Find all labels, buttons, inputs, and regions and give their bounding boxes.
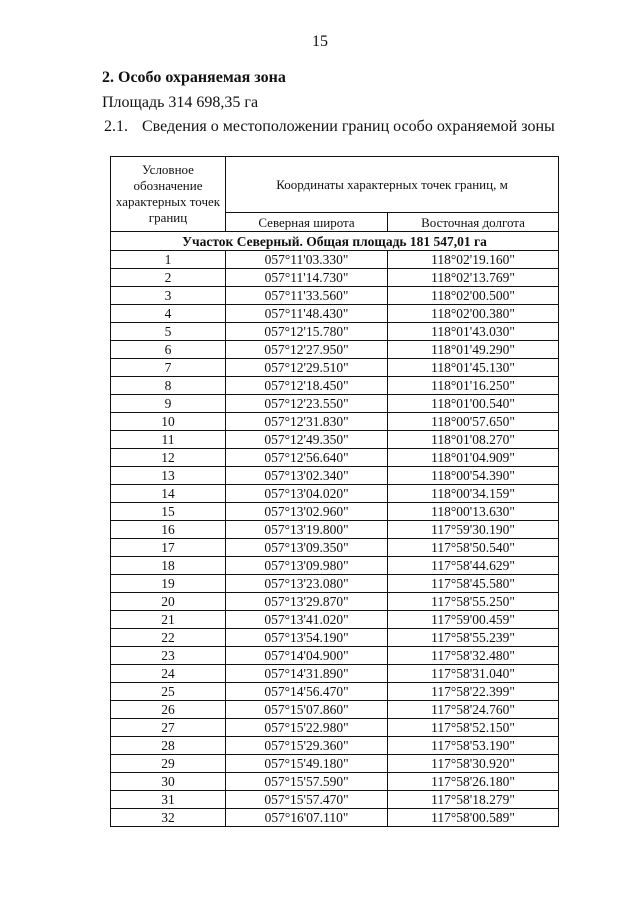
latitude-cell: 057°14'04.900" (226, 647, 388, 665)
table-row (111, 629, 559, 647)
coordinates-table (110, 156, 559, 827)
latitude-cell: 057°13'09.980" (226, 557, 388, 575)
subsection-heading (104, 118, 555, 136)
point-id-cell: 13 (111, 467, 226, 485)
longitude-cell: 118°00'57.650" (388, 413, 559, 431)
longitude-cell: 118°00'13.630" (388, 503, 559, 521)
latitude-cell: 057°12'31.830" (226, 413, 388, 431)
point-id-cell: 8 (111, 377, 226, 395)
table-row (111, 251, 559, 269)
table-row (111, 647, 559, 665)
longitude-cell: 117°58'44.629" (388, 557, 559, 575)
point-id-cell: 10 (111, 413, 226, 431)
point-id-cell: 1 (111, 251, 226, 269)
point-id-cell: 5 (111, 323, 226, 341)
table-row (111, 485, 559, 503)
point-id-cell: 6 (111, 341, 226, 359)
point-id-cell: 7 (111, 359, 226, 377)
point-id-cell: 32 (111, 809, 226, 827)
longitude-cell: 117°58'52.150" (388, 719, 559, 737)
longitude-cell: 118°02'13.769" (388, 269, 559, 287)
longitude-cell: 118°01'43.030" (388, 323, 559, 341)
longitude-cell: 118°00'54.390" (388, 467, 559, 485)
latitude-cell: 057°12'29.510" (226, 359, 388, 377)
longitude-cell: 117°58'18.279" (388, 791, 559, 809)
point-id-cell: 26 (111, 701, 226, 719)
point-id-cell: 18 (111, 557, 226, 575)
latitude-cell: 057°14'56.470" (226, 683, 388, 701)
point-id-cell: 23 (111, 647, 226, 665)
latitude-cell: 057°13'02.340" (226, 467, 388, 485)
latitude-cell: 057°13'29.870" (226, 593, 388, 611)
point-id-cell: 16 (111, 521, 226, 539)
latitude-cell: 057°12'49.350" (226, 431, 388, 449)
latitude-cell: 057°13'41.020" (226, 611, 388, 629)
table-row (111, 431, 559, 449)
table-row (111, 773, 559, 791)
longitude-cell: 117°58'55.239" (388, 629, 559, 647)
subsection-number: 2.1. (104, 118, 128, 135)
point-id-cell: 30 (111, 773, 226, 791)
longitude-cell: 118°01'16.250" (388, 377, 559, 395)
table-row (111, 305, 559, 323)
table-row (111, 449, 559, 467)
latitude-cell: 057°11'33.560" (226, 287, 388, 305)
longitude-cell: 117°58'00.589" (388, 809, 559, 827)
point-id-cell: 21 (111, 611, 226, 629)
subsection-title: Сведения о местоположении границ особо охраняемой зоны (142, 118, 555, 135)
section-title-row: Участок Северный. Общая площадь 181 547,01 га (111, 232, 559, 251)
point-id-cell: 31 (111, 791, 226, 809)
latitude-cell: 057°11'48.430" (226, 305, 388, 323)
table-row (111, 611, 559, 629)
point-id-cell: 4 (111, 305, 226, 323)
longitude-cell: 117°58'24.760" (388, 701, 559, 719)
latitude-cell: 057°13'09.350" (226, 539, 388, 557)
point-id-cell: 19 (111, 575, 226, 593)
table-row (111, 575, 559, 593)
longitude-cell: 118°01'00.540" (388, 395, 559, 413)
longitude-cell: 117°59'00.459" (388, 611, 559, 629)
longitude-cell: 118°02'00.380" (388, 305, 559, 323)
table-row (111, 755, 559, 773)
header-latitude: Северная широта (226, 213, 388, 232)
longitude-cell: 117°58'32.480" (388, 647, 559, 665)
table-row (111, 413, 559, 431)
header-coords-label: Координаты характерных точек границ, м (226, 157, 559, 213)
longitude-cell: 117°58'31.040" (388, 665, 559, 683)
longitude-cell: 118°02'00.500" (388, 287, 559, 305)
table-row (111, 395, 559, 413)
table-row (111, 557, 559, 575)
point-id-cell: 28 (111, 737, 226, 755)
latitude-cell: 057°15'07.860" (226, 701, 388, 719)
point-id-cell: 11 (111, 431, 226, 449)
table-row (111, 521, 559, 539)
table-row (111, 809, 559, 827)
latitude-cell: 057°13'04.020" (226, 485, 388, 503)
table-row (111, 665, 559, 683)
latitude-cell: 057°13'54.190" (226, 629, 388, 647)
longitude-cell: 117°58'30.920" (388, 755, 559, 773)
table-row (111, 341, 559, 359)
latitude-cell: 057°12'18.450" (226, 377, 388, 395)
latitude-cell: 057°13'02.960" (226, 503, 388, 521)
table-row (111, 593, 559, 611)
table-row (111, 377, 559, 395)
point-id-cell: 12 (111, 449, 226, 467)
table-row (111, 269, 559, 287)
latitude-cell: 057°15'29.360" (226, 737, 388, 755)
point-id-cell: 24 (111, 665, 226, 683)
longitude-cell: 118°01'08.270" (388, 431, 559, 449)
table-row (111, 683, 559, 701)
table-row (111, 503, 559, 521)
latitude-cell: 057°12'15.780" (226, 323, 388, 341)
table-row (111, 791, 559, 809)
point-id-cell: 20 (111, 593, 226, 611)
longitude-cell: 117°58'53.190" (388, 737, 559, 755)
longitude-cell: 118°01'45.130" (388, 359, 559, 377)
longitude-cell: 117°58'50.540" (388, 539, 559, 557)
section-heading: 2. Особо охраняемая зона (102, 69, 286, 86)
table-row (111, 287, 559, 305)
point-id-cell: 27 (111, 719, 226, 737)
point-id-cell: 14 (111, 485, 226, 503)
longitude-cell: 118°02'19.160" (388, 251, 559, 269)
header-point-label: Условное обозначение характерных точек границ (111, 157, 226, 232)
header-longitude: Восточная долгота (388, 213, 559, 232)
latitude-cell: 057°15'22.980" (226, 719, 388, 737)
latitude-cell: 057°15'57.590" (226, 773, 388, 791)
longitude-cell: 118°01'04.909" (388, 449, 559, 467)
point-id-cell: 2 (111, 269, 226, 287)
latitude-cell: 057°12'27.950" (226, 341, 388, 359)
table-row (111, 719, 559, 737)
point-id-cell: 25 (111, 683, 226, 701)
longitude-cell: 117°58'26.180" (388, 773, 559, 791)
table-row (111, 737, 559, 755)
area-line: Площадь 314 698,35 га (102, 94, 259, 111)
point-id-cell: 17 (111, 539, 226, 557)
point-id-cell: 29 (111, 755, 226, 773)
latitude-cell: 057°14'31.890" (226, 665, 388, 683)
longitude-cell: 118°01'49.290" (388, 341, 559, 359)
table-row (111, 539, 559, 557)
latitude-cell: 057°15'49.180" (226, 755, 388, 773)
longitude-cell: 118°00'34.159" (388, 485, 559, 503)
table-row (111, 359, 559, 377)
point-id-cell: 22 (111, 629, 226, 647)
table-row (111, 701, 559, 719)
point-id-cell: 9 (111, 395, 226, 413)
page-number: 15 (312, 33, 328, 50)
latitude-cell: 057°15'57.470" (226, 791, 388, 809)
table-row (111, 467, 559, 485)
latitude-cell: 057°13'23.080" (226, 575, 388, 593)
point-id-cell: 15 (111, 503, 226, 521)
longitude-cell: 117°58'55.250" (388, 593, 559, 611)
longitude-cell: 117°59'30.190" (388, 521, 559, 539)
latitude-cell: 057°12'23.550" (226, 395, 388, 413)
latitude-cell: 057°11'14.730" (226, 269, 388, 287)
table-row (111, 323, 559, 341)
latitude-cell: 057°16'07.110" (226, 809, 388, 827)
latitude-cell: 057°12'56.640" (226, 449, 388, 467)
longitude-cell: 117°58'22.399" (388, 683, 559, 701)
latitude-cell: 057°13'19.800" (226, 521, 388, 539)
latitude-cell: 057°11'03.330" (226, 251, 388, 269)
point-id-cell: 3 (111, 287, 226, 305)
longitude-cell: 117°58'45.580" (388, 575, 559, 593)
